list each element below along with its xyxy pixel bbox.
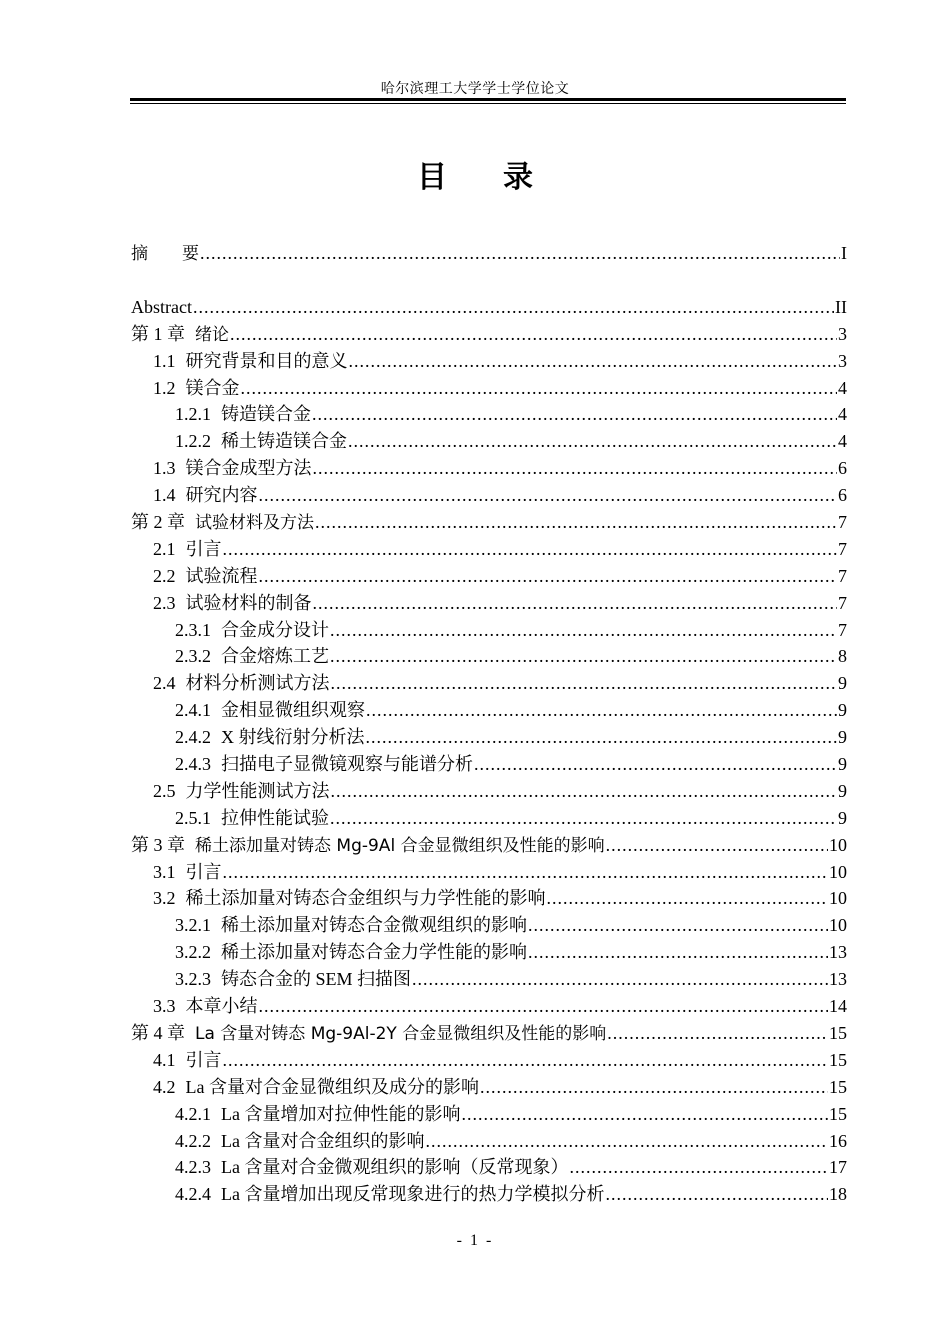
toc-entry-page: 6: [838, 458, 847, 479]
toc-entry[interactable]: [131, 321, 847, 348]
toc-entry-label: [175, 966, 411, 993]
toc-entry-label: [153, 1047, 222, 1074]
toc-entry-page: 10: [829, 888, 847, 909]
toc-entry-page: 9: [838, 673, 847, 694]
toc-entry-text: 稀土添加量对铸态合金微观组织的影响: [221, 915, 527, 936]
toc-entry-text: 合金熔炼工艺: [221, 646, 329, 667]
toc-leader-dots: [528, 939, 828, 966]
toc-entry-number: 2.2: [153, 565, 176, 586]
toc-entry[interactable]: [131, 832, 847, 859]
toc-entry-text: 本章小结: [185, 996, 258, 1017]
toc-entry[interactable]: [131, 1074, 847, 1101]
toc-entry-text: La 含量增加出现反常现象进行的热力学模拟分析: [221, 1184, 605, 1205]
toc-entry-text: 研究内容: [185, 485, 258, 506]
toc-entry-page: 15: [829, 1049, 847, 1070]
toc-leader-dots: [259, 482, 838, 509]
toc-leader-dots: [480, 1074, 828, 1101]
toc-entry-page: 14: [829, 996, 847, 1017]
toc-entry-number: 3.2.1: [175, 915, 211, 936]
toc-entry-page: 16: [829, 1130, 847, 1151]
toc-entry[interactable]: [131, 859, 847, 886]
toc-entry-label: [153, 375, 240, 402]
toc-entry-label: [175, 805, 329, 832]
toc-entry-label: [175, 401, 311, 428]
toc-entry-text: 金相显微组织观察: [221, 700, 365, 721]
toc-entry[interactable]: [131, 1128, 847, 1155]
toc-entry-number: 4.2.1: [175, 1103, 211, 1124]
toc-entry-page: 3: [838, 323, 847, 344]
toc-entry-label: [153, 778, 330, 805]
toc-entry[interactable]: [131, 375, 847, 402]
toc-leader-dots: [330, 805, 837, 832]
toc-entry[interactable]: [131, 563, 847, 590]
toc-entry[interactable]: [131, 240, 847, 267]
toc-leader-dots: [259, 563, 838, 590]
toc-entry[interactable]: [131, 751, 847, 778]
toc-entry[interactable]: [131, 697, 847, 724]
toc-entry-text: La 含量增加对拉伸性能的影响: [221, 1103, 461, 1124]
toc-entry-page: 3: [838, 350, 847, 371]
toc-entry-label: [175, 1154, 568, 1181]
toc-entry-label: [175, 751, 473, 778]
toc-entry-text: La 含量对合金微观组织的影响（反常现象）: [221, 1157, 569, 1178]
toc-entry-number: 1.3: [153, 458, 176, 479]
toc-entry-label: [175, 697, 365, 724]
toc-leader-dots: [605, 1181, 828, 1208]
toc-entry-number: 2.4.2: [175, 727, 211, 748]
toc-entry-number: 3.2: [153, 888, 176, 909]
toc-entry-label: [175, 1128, 424, 1155]
toc-entry-number: 第 2 章: [131, 512, 185, 533]
toc-entry-label: [153, 993, 258, 1020]
toc-entry-label: [131, 240, 199, 268]
toc-entry-number: 1.2.2: [175, 431, 211, 452]
toc-entry-label: [153, 590, 312, 617]
toc-entry[interactable]: [131, 590, 847, 617]
toc-entry-text: 试验流程: [185, 565, 258, 586]
toc-entry-page: 17: [829, 1157, 847, 1178]
toc-entry-text: 摘 要: [131, 244, 199, 264]
toc-entry-page: 13: [829, 942, 847, 963]
toc-entry-text: 引言: [185, 1049, 222, 1070]
toc-entry-page: 7: [838, 619, 847, 640]
toc-entry-number: 2.5.1: [175, 807, 211, 828]
toc-entry-label: [175, 1181, 604, 1208]
toc-entry-text: La 含量对合金组织的影响: [221, 1130, 425, 1151]
toc-entry-page: 9: [838, 727, 847, 748]
toc-leader-dots: [461, 1101, 828, 1128]
toc-entry-text: 镁合金: [185, 377, 240, 398]
toc-leader-dots: [474, 751, 837, 778]
toc-leader-dots: [331, 670, 838, 697]
page-title: [0, 152, 950, 196]
toc-entry-label: [153, 859, 222, 886]
toc-entry-text: 绪论: [195, 324, 229, 345]
toc-leader-dots: [412, 966, 828, 993]
toc-entry[interactable]: [131, 401, 847, 428]
toc-entry-text: 稀土添加量对铸态合金力学性能的影响: [221, 942, 527, 963]
toc-entry-text: 铸造镁合金: [221, 404, 311, 425]
toc-entry-label: [153, 1074, 479, 1101]
toc-entry-label: [153, 536, 222, 563]
toc-entry-number: 2.4: [153, 673, 176, 694]
toc-entry-text: 引言: [185, 538, 222, 559]
toc-entry-number: 第 3 章: [131, 834, 185, 855]
toc-entry[interactable]: [131, 617, 847, 644]
title-char-1: 目: [417, 160, 447, 195]
toc-entry-text: 稀土添加量对铸态 Mg-9Al 合金显微组织及性能的影响: [195, 835, 605, 856]
toc-entry[interactable]: [131, 912, 847, 939]
toc-entry-text: 合金成分设计: [221, 619, 329, 640]
toc-entry-number: 第 4 章: [131, 1022, 185, 1043]
toc-entry[interactable]: [131, 536, 847, 563]
toc-entry[interactable]: [131, 939, 847, 966]
toc-leader-dots: [315, 509, 837, 536]
toc-leader-dots: [425, 1128, 828, 1155]
toc-entry-text: 拉伸性能试验: [221, 807, 329, 828]
toc-leader-dots: [313, 455, 838, 482]
page-number: - 1 -: [456, 1232, 494, 1249]
toc-entry-page: 10: [829, 861, 847, 882]
toc-entry-text: 材料分析测试方法: [185, 673, 330, 694]
toc-entry-label: [175, 724, 365, 751]
toc-entry-page: 9: [838, 700, 847, 721]
toc-entry-number: 3.2.2: [175, 942, 211, 963]
toc-entry-page: 9: [838, 754, 847, 775]
toc-entry-number: 2.5: [153, 780, 176, 801]
toc-entry-label: [131, 1020, 606, 1048]
toc-entry-page: 7: [838, 538, 847, 559]
toc-entry-number: 3.3: [153, 996, 176, 1017]
toc-entry-number: 1.2.1: [175, 404, 211, 425]
toc-entry-label: [175, 428, 347, 455]
toc-entry-label: [153, 670, 330, 697]
toc-entry-text: 稀土添加量对铸态合金组织与力学性能的影响: [185, 888, 546, 909]
toc-entry-number: 4.2.2: [175, 1130, 211, 1151]
toc-entry[interactable]: [131, 993, 847, 1020]
toc-entry[interactable]: [131, 428, 847, 455]
toc-entry-label: [175, 617, 329, 644]
toc-entry-number: 3.1: [153, 861, 176, 882]
toc-entry-number: 1.4: [153, 485, 176, 506]
toc-leader-dots: [606, 832, 828, 859]
toc-entry-text: 试验材料的制备: [185, 592, 312, 613]
toc-entry-text: 扫描电子显微镜观察与能谱分析: [221, 754, 473, 775]
toc-entry-label: [131, 294, 192, 321]
toc-entry-page: 4: [838, 404, 847, 425]
toc-entry-label: [153, 563, 258, 590]
toc-entry-text: 镁合金成型方法: [185, 458, 312, 479]
toc-entry[interactable]: [131, 805, 847, 832]
toc-entry-label: [175, 939, 527, 966]
header-rule-thick: [130, 98, 846, 101]
toc-entry-page: 4: [838, 431, 847, 452]
toc-entry-number: 2.3.2: [175, 646, 211, 667]
toc-entry-page: 7: [838, 565, 847, 586]
toc-leader-dots: [259, 993, 829, 1020]
toc-entry[interactable]: [131, 966, 847, 993]
toc-leader-dots: [193, 294, 834, 321]
toc-leader-dots: [366, 724, 838, 751]
toc-entry-number: 第 1 章: [131, 323, 185, 344]
toc-entry-number: 3.2.3: [175, 969, 211, 990]
toc-entry-page: 18: [829, 1184, 847, 1205]
toc-entry-page: 15: [829, 1103, 847, 1124]
toc-leader-dots: [348, 428, 837, 455]
toc-entry-text: Abstract: [131, 296, 192, 317]
toc-entry-number: 1.1: [153, 350, 176, 371]
toc-entry[interactable]: [131, 1181, 847, 1208]
toc-entry-text: 铸态合金的 SEM 扫描图: [221, 969, 412, 990]
toc-entry-number: 4.2: [153, 1076, 176, 1097]
toc-entry[interactable]: [131, 778, 847, 805]
toc-leader-dots: [330, 617, 837, 644]
toc-entry-text: La 含量对铸态 Mg-9Al-2Y 合金显微组织及性能的影响: [195, 1023, 607, 1044]
toc-leader-dots: [330, 643, 837, 670]
toc-entry[interactable]: [131, 1047, 847, 1074]
toc-leader-dots: [230, 321, 837, 348]
toc-entry-label: [131, 509, 314, 537]
toc-leader-dots: [569, 1154, 828, 1181]
toc-entry-page: 13: [829, 969, 847, 990]
toc-entry[interactable]: [131, 1020, 847, 1047]
toc-leader-dots: [223, 536, 838, 563]
toc-entry[interactable]: [131, 1101, 847, 1128]
toc-entry[interactable]: [131, 455, 847, 482]
toc-entry-page: 15: [829, 1022, 847, 1043]
toc-entry-label: [153, 885, 546, 912]
toc-entry-label: [175, 643, 329, 670]
toc-leader-dots: [607, 1020, 828, 1047]
toc-entry-number: 4.2.4: [175, 1184, 211, 1205]
toc-entry-page: 9: [838, 807, 847, 828]
toc-entry[interactable]: [131, 670, 847, 697]
toc-entry-page: 15: [829, 1076, 847, 1097]
toc-entry[interactable]: [131, 1154, 847, 1181]
header-rule-thin: [130, 103, 846, 104]
toc-entry-page: II: [835, 296, 847, 317]
toc-entry-text: 试验材料及方法: [195, 513, 314, 534]
table-of-contents: [131, 240, 847, 1208]
toc-entry-label: [175, 1101, 460, 1128]
toc-entry-text: X 射线衍射分析法: [221, 727, 365, 748]
toc-entry[interactable]: [131, 643, 847, 670]
toc-entry-number: 2.3: [153, 592, 176, 613]
toc-leader-dots: [547, 885, 829, 912]
toc-entry-label: [131, 321, 229, 349]
toc-entry-label: [131, 832, 605, 860]
toc-entry-page: 7: [838, 512, 847, 533]
toc-leader-dots: [313, 590, 838, 617]
toc-entry[interactable]: [131, 724, 847, 751]
toc-entry-number: 1.2: [153, 377, 176, 398]
toc-entry-page: 9: [838, 780, 847, 801]
toc-entry-label: [153, 348, 348, 375]
toc-leader-dots: [312, 401, 837, 428]
toc-entry-text: 稀土铸造镁合金: [221, 431, 347, 452]
toc-entry-page: 8: [838, 646, 847, 667]
toc-leader-dots: [366, 697, 837, 724]
toc-leader-dots: [200, 240, 840, 267]
toc-leader-dots: [223, 859, 829, 886]
toc-entry[interactable]: [131, 294, 847, 321]
toc-entry[interactable]: [131, 885, 847, 912]
toc-entry-label: [153, 455, 312, 482]
toc-leader-dots: [223, 1047, 829, 1074]
toc-entry[interactable]: [131, 348, 847, 375]
title-char-2: 录: [503, 160, 533, 195]
toc-entry-page: 4: [838, 377, 847, 398]
toc-entry-label: [175, 912, 527, 939]
running-header: 哈尔滨理工大学学士学位论文: [380, 82, 570, 97]
toc-entry-number: 4.2.3: [175, 1157, 211, 1178]
toc-entry-number: 2.4.1: [175, 700, 211, 721]
toc-entry-page: 6: [838, 485, 847, 506]
toc-entry-text: 引言: [185, 861, 222, 882]
toc-leader-dots: [241, 375, 838, 402]
toc-entry-number: 4.1: [153, 1049, 176, 1070]
toc-entry[interactable]: [131, 482, 847, 509]
toc-leader-dots: [528, 912, 828, 939]
toc-entry-number: 2.3.1: [175, 619, 211, 640]
toc-entry-page: 7: [838, 592, 847, 613]
toc-leader-dots: [349, 348, 838, 375]
toc-entry-text: 力学性能测试方法: [185, 780, 330, 801]
toc-entry-page: 10: [829, 834, 847, 855]
toc-entry-text: 研究背景和目的意义: [185, 350, 348, 371]
toc-entry-text: La 含量对合金显微组织及成分的影响: [185, 1076, 479, 1097]
toc-entry-page: 10: [829, 915, 847, 936]
toc-leader-dots: [331, 778, 838, 805]
toc-entry-page: I: [841, 243, 847, 263]
toc-entry[interactable]: [131, 509, 847, 536]
toc-entry-number: 2.1: [153, 538, 176, 559]
toc-entry-number: 2.4.3: [175, 754, 211, 775]
toc-entry-label: [153, 482, 258, 509]
